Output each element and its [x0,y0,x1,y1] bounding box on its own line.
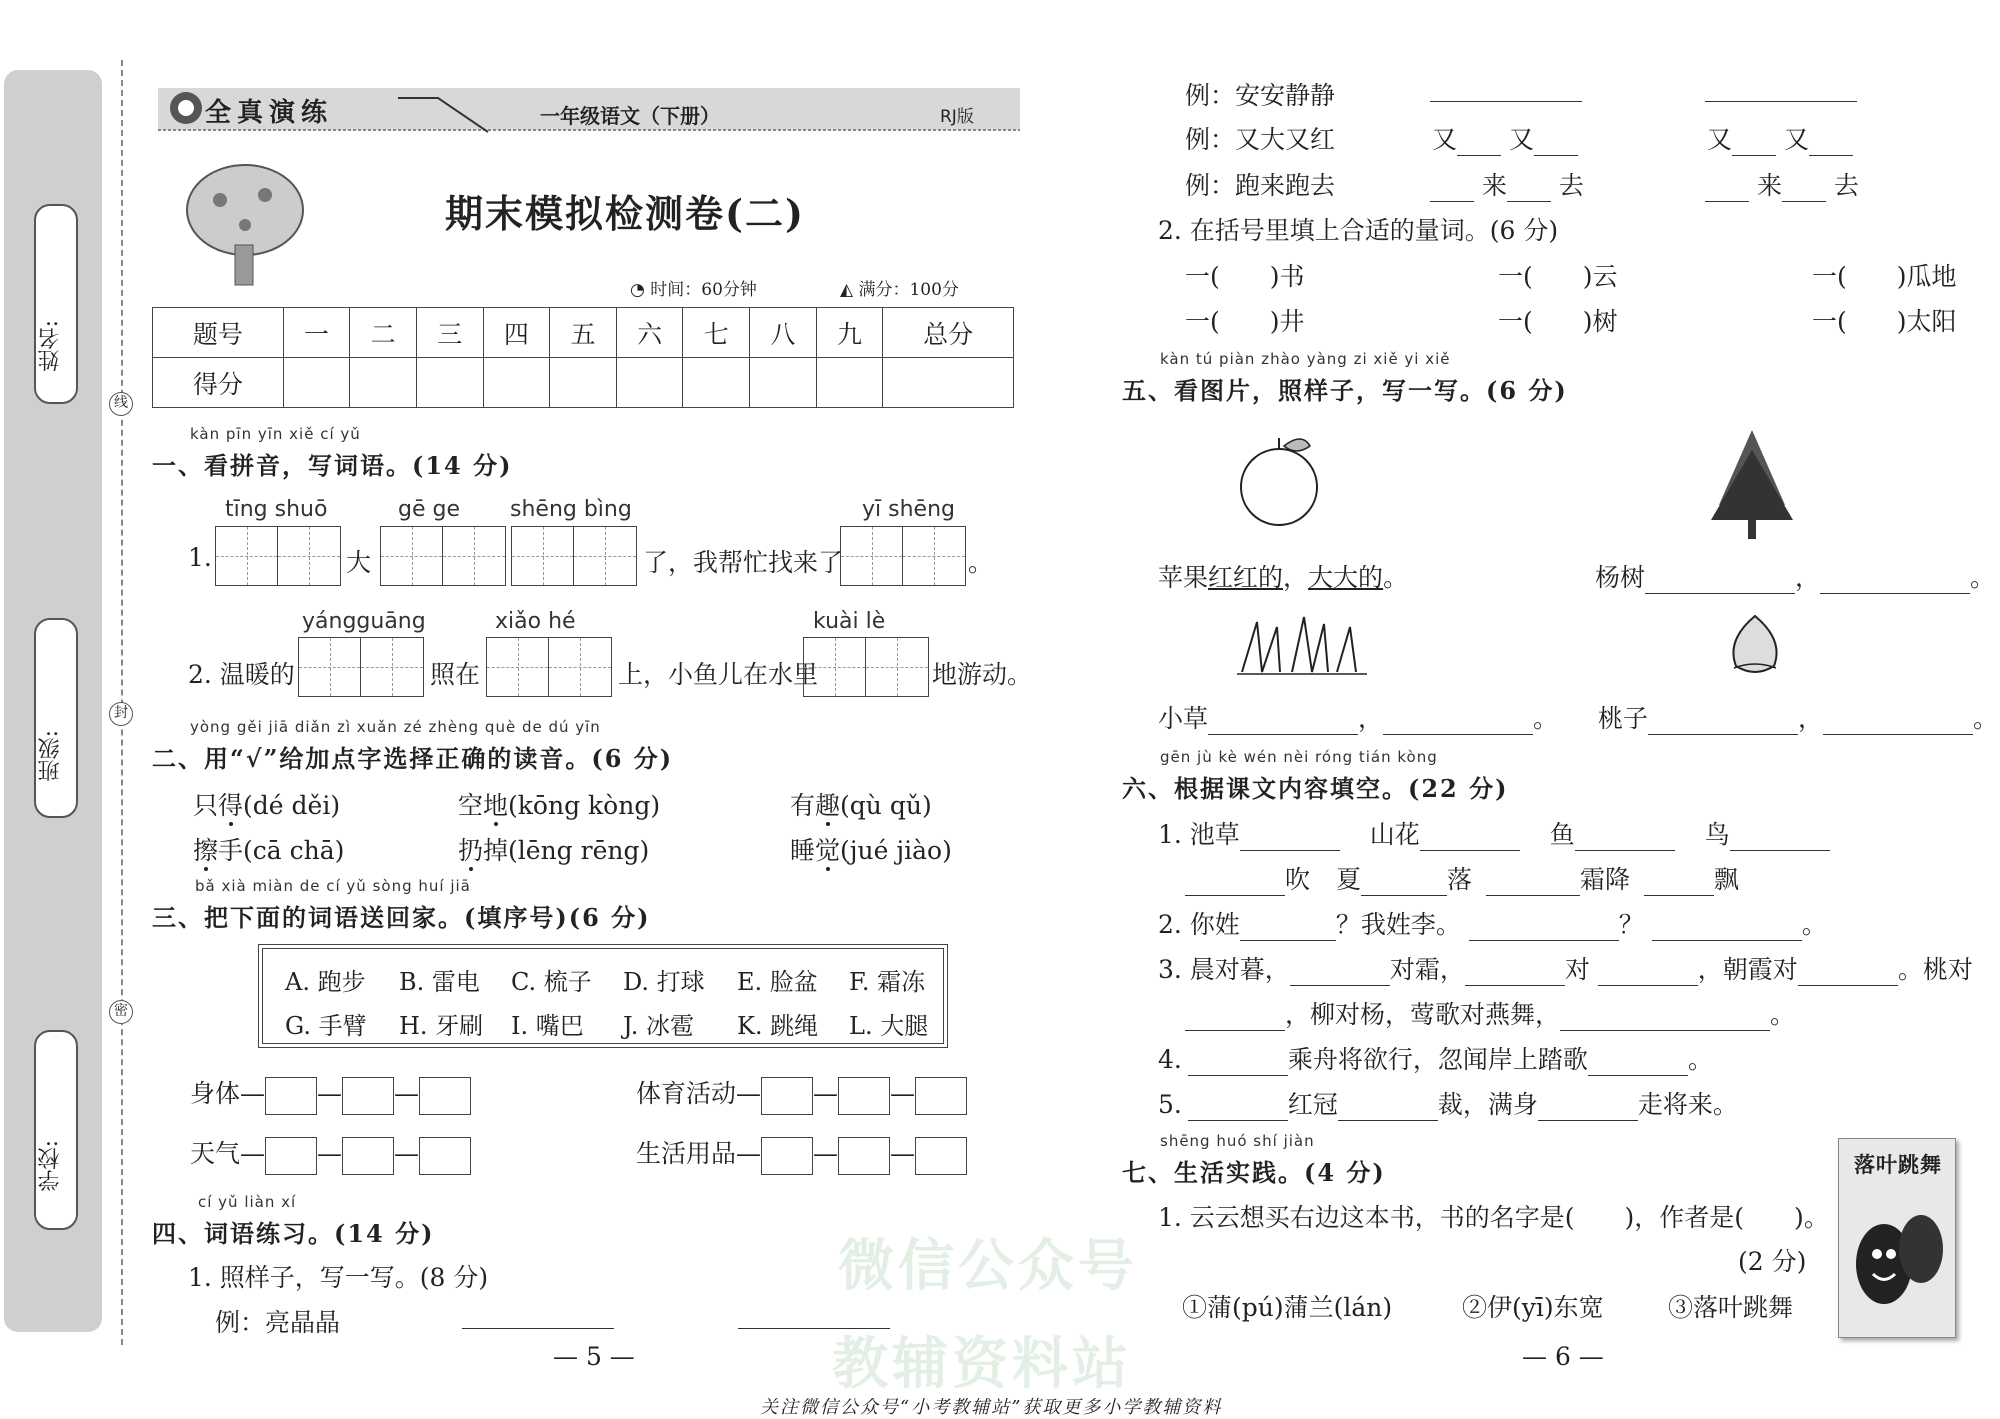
word-bank [262,948,944,1044]
s6-row7 [1158,1085,1738,1121]
s5-grass [1158,699,1558,735]
s1-num2: 2. 温暖的 [188,660,295,689]
grid-xiaohe[interactable] [486,637,612,697]
poplar-tree-illustration [1705,425,1800,540]
table-cell: 一 [283,308,350,358]
s6-text: 。 [1770,1000,1796,1029]
s2-item-kongdi [458,786,660,822]
s2-options[interactable]: (lēng rēng) [508,836,650,865]
s6-text: 。 [1687,1045,1713,1074]
edition-label: RJ版 [940,107,974,127]
s5-poplar [1595,558,1995,594]
measure-word-6[interactable]: 一( )太阳 [1812,307,1957,336]
answer-line[interactable] [462,1303,614,1329]
lai-char: 来 [1756,171,1782,200]
s4-ex1: 例：亮晶晶 [215,1308,341,1337]
name-label: 姓名: [38,320,63,372]
s6-text: 鱼 [1549,820,1575,849]
s6-text: 落 [1446,865,1472,894]
s2-dot-char: 觉 [815,836,841,865]
s6-text: ？ [1618,910,1644,939]
table-cell: 三 [416,308,483,358]
answer-line[interactable] [1575,825,1675,851]
answer-line[interactable] [1823,709,1973,735]
answer-line[interactable] [1185,1005,1285,1031]
s5-apple-pre: 苹果 [1158,563,1209,592]
answer-line[interactable] [1730,825,1830,851]
answer-box[interactable] [838,1137,890,1175]
s4-lai-row-b [1705,166,1859,202]
s6-text: 5. [1158,1090,1182,1119]
s6-text: 对 [1564,955,1590,984]
score-cell[interactable] [416,358,483,408]
time-text: 时间：60分钟 [650,280,757,300]
s2-options[interactable]: (jué jiào) [840,836,952,865]
s7-q1: 1. 云云想买右边这本书，书的名字是( )，作者是( )。 [1158,1203,1829,1232]
answer-line[interactable] [1208,709,1358,735]
s2-options[interactable]: (kōng kòng) [508,791,661,820]
s2-char: 手 [218,836,244,865]
s5-poplar-label: 杨树 [1595,563,1646,592]
cat-body: 身体— — — [190,1074,471,1115]
s1-py6: xiǎo hé [495,609,576,634]
cat-label: 体育活动 [636,1079,737,1108]
s2-dot-char: 擦 [193,836,219,865]
s1-t5: 上，小鱼儿在水里 [618,660,819,689]
s6-text: ，朝霞对 [1697,955,1798,984]
answer-box[interactable] [419,1077,471,1115]
watermark-top: 微信公众号 [838,1234,1138,1299]
word-d: D. 打球 [623,968,705,996]
measure-word-4[interactable]: 一( )井 [1185,307,1305,336]
answer-line[interactable] [1644,870,1714,896]
answer-line[interactable] [1732,130,1776,156]
word-f: F. 霜冻 [849,968,926,996]
s2-title: 二、用“√”给加点字选择正确的读音。(6 分) [152,744,674,773]
s6-row5 [1185,995,1795,1031]
s1-py1: tīng shuō [225,497,328,522]
measure-word-3[interactable]: 一( )瓜地 [1812,262,1957,291]
s6-text: 飘 [1713,865,1739,894]
answer-line[interactable] [1645,568,1795,594]
answer-line[interactable] [1420,825,1520,851]
s2-dot-char: 地 [483,791,509,820]
s5-title: 五、看图片，照样子，写一写。(6 分) [1122,376,1568,405]
s6-text: 对霜， [1389,955,1465,984]
measure-word-5[interactable]: 一( )树 [1498,307,1618,336]
table-cell: 六 [616,308,683,358]
answer-line[interactable] [1290,960,1390,986]
answer-line[interactable] [1457,130,1501,156]
s1-t2: 了，我帮忙找来了 [643,548,844,577]
s6-row6 [1158,1040,1713,1076]
s2-options[interactable]: (qù qǔ) [840,791,932,820]
score-cell[interactable] [350,358,417,408]
score-cell[interactable] [550,358,617,408]
book-illustration [1849,1199,1949,1329]
score-cell[interactable] [616,358,683,408]
you-char: 又 [1707,125,1733,154]
s5-comma: ， [1358,704,1384,733]
answer-line[interactable] [1705,76,1857,102]
s6-text: ，柳对杨，莺歌对燕舞， [1285,1000,1561,1029]
s5-period: 。 [1533,704,1559,733]
s5-comma: ， [1798,704,1824,733]
answer-line[interactable] [1652,915,1802,941]
s1-py2: gē ge [398,497,460,522]
s5-pinyin: kàn tú piàn zhào yàng zi xiě yi xiě [1160,350,1451,368]
s6-text: 夏 [1335,865,1361,894]
s2-char: 空 [458,791,484,820]
answer-line[interactable] [1185,870,1285,896]
s3-pinyin: bǎ xià miàn de cí yǔ sòng huí jiā [195,877,471,895]
answer-line[interactable] [1534,130,1578,156]
cat-sports: 体育活动— — — [636,1074,967,1115]
word-b: B. 雷电 [399,968,480,996]
s6-row3 [1158,905,1827,941]
s7-option-2[interactable]: ②伊(yī)东宽 [1462,1293,1604,1322]
grid-yangguang[interactable] [298,637,424,697]
measure-word-1[interactable]: 一( )书 [1185,262,1305,291]
apple-illustration [1232,432,1327,527]
grass-illustration [1232,602,1372,677]
score-cell[interactable] [283,358,350,408]
answer-line[interactable] [1820,568,1970,594]
cut-mark-mi: 密 [109,1000,133,1024]
answer-line[interactable] [1648,709,1798,735]
answer-line[interactable] [1469,915,1619,941]
s4-ex4: 例：跑来跑去 [1185,171,1336,200]
s6-text: 1. 池草 [1158,820,1240,849]
page-title: 期末模拟检测卷(二) [445,191,805,236]
s2-pinyin: yòng gěi jiā diǎn zì xuǎn zé zhèng què de dú yīn [190,718,601,736]
s2-item-cashou [193,831,344,867]
answer-line[interactable] [1240,915,1336,941]
cut-mark-feng: 封 [109,702,133,726]
answer-line[interactable] [1486,870,1580,896]
s1-py5: yángguāng [302,609,426,634]
table-cell: 得分 [153,358,284,408]
answer-line[interactable] [1188,1050,1288,1076]
s6-text: 裁，满身 [1437,1090,1538,1119]
s5-period: 。 [1970,563,1996,592]
answer-box[interactable] [419,1137,471,1175]
qu-char: 去 [1833,171,1859,200]
s6-text: 鸟 [1704,820,1730,849]
measure-word-2[interactable]: 一( )云 [1498,262,1618,291]
lai-char: 来 [1481,171,1507,200]
class-label: 班级: [38,730,63,782]
answer-box[interactable] [838,1077,890,1115]
s2-char: 只 [193,791,219,820]
s7-points: (2 分) [1738,1247,1807,1276]
score-cell[interactable] [816,358,883,408]
clock-icon: ◔ [630,280,645,300]
answer-line[interactable] [1598,960,1698,986]
answer-box[interactable] [915,1077,967,1115]
s1-t3: 。 [968,548,994,577]
s4-q2: 2. 在括号里填上合适的量词。(6 分) [1158,216,1559,245]
s6-title: 六、根据课文内容填空。(22 分) [1122,774,1509,803]
s5-apple-u1: 红红的 [1208,563,1284,592]
s2-char: 掉 [483,836,509,865]
answer-line[interactable] [1430,176,1474,202]
grid-gege[interactable] [380,526,506,586]
s6-text: 乘舟将欲行，忽闻岸上踏歌 [1287,1045,1588,1074]
table-cell: 五 [550,308,617,358]
s5-grass-label: 小草 [1158,704,1209,733]
s6-row1 [1158,815,1830,851]
s2-dot-char: 趣 [815,791,841,820]
s2-item-shuijiao [790,831,952,867]
grid-shengbing[interactable] [511,526,637,586]
score-cell[interactable] [483,358,550,408]
answer-line[interactable] [1383,709,1533,735]
cat-daily: 生活用品— — — [636,1134,967,1175]
s4-you-row-b [1707,120,1853,156]
s6-text: 4. [1158,1045,1182,1074]
word-g: G. 手臂 [285,1012,367,1040]
tree-illustration [175,155,310,295]
answer-line[interactable] [1705,176,1749,202]
s1-pinyin: kàn pīn yīn xiě cí yǔ [190,425,361,443]
answer-line[interactable] [1560,1005,1770,1031]
answer-line[interactable] [1430,76,1582,102]
page-number-left: — 5 — [553,1342,635,1371]
cut-mark-xian: 线 [109,392,133,416]
footer-note: 关注微信公众号“小考教辅站”获取更多小学教辅资料 [760,1397,1223,1418]
name-field[interactable] [34,204,78,404]
school-label: 学校: [38,1140,63,1192]
book-cover [1838,1138,1956,1338]
table-cell: 八 [750,308,817,358]
answer-line[interactable] [1507,176,1551,202]
page-number-right: — 6 — [1522,1342,1604,1371]
score-cell[interactable] [683,358,750,408]
s6-row2 [1185,860,1739,896]
s4-pinyin: cí yǔ liàn xí [198,1193,297,1211]
s5-comma: ， [1795,563,1821,592]
answer-line[interactable] [1538,1095,1638,1121]
s5-apple-mid: ， [1283,563,1309,592]
s2-options[interactable]: (dé děi) [243,791,341,820]
s1-py3: shēng bìng [510,497,632,522]
s6-text: 。 [1801,910,1827,939]
table-cell: 二 [350,308,417,358]
s5-apple-end: 。 [1383,563,1409,592]
cap-icon: ◭ [840,280,854,300]
s5-peach-label: 桃子 [1598,704,1649,733]
answer-line[interactable] [1338,1095,1438,1121]
word-e: E. 脸盆 [737,968,818,996]
answer-line[interactable] [1361,870,1447,896]
s1-py7: kuài lè [813,609,886,634]
word-k: K. 跳绳 [737,1012,819,1040]
subject-label: 一年级语文（下册） [540,104,720,128]
answer-line[interactable] [1188,1095,1288,1121]
grid-kuaile[interactable] [803,637,929,697]
score-cell[interactable] [883,358,1014,408]
s1-title: 一、看拼音，写词语。(14 分) [152,451,513,480]
you-char: 又 [1783,125,1809,154]
table-cell: 七 [683,308,750,358]
s2-options[interactable]: (cā chā) [243,836,345,865]
answer-box[interactable] [265,1077,317,1115]
s1-t6: 地游动。 [932,660,1033,689]
score-table [152,307,1014,408]
s4-ex3: 例：又大又红 [1185,125,1336,154]
s7-title: 七、生活实践。(4 分) [1122,1158,1386,1187]
word-l: L. 大腿 [849,1012,929,1040]
table-cell: 题号 [153,308,284,358]
s2-dot-char: 扔 [458,836,484,865]
s6-text: 红冠 [1287,1090,1338,1119]
table-cell: 总分 [883,308,1014,358]
s2-char: 睡 [790,836,816,865]
table-cell: 九 [816,308,883,358]
s5-peach [1598,699,1998,735]
grid-tingshuo[interactable] [215,526,341,586]
word-h: H. 牙刷 [399,1012,484,1040]
table-cell: 四 [483,308,550,358]
watermark-bottom: 教辅资料站 [832,1332,1132,1397]
s5-apple-sentence [1158,558,1408,594]
full-score-label [840,275,959,300]
word-a: A. 跑步 [285,968,366,996]
score-cell[interactable] [750,358,817,408]
s5-apple-u2: 大大的 [1308,563,1384,592]
s1-t1: 大 [346,548,372,577]
s4-title: 四、词语练习。(14 分) [152,1219,435,1248]
score-table-header [153,308,1014,358]
school-field[interactable] [34,1030,78,1230]
answer-box[interactable] [915,1137,967,1175]
answer-line[interactable] [1588,1050,1688,1076]
s6-text: 吹 [1285,865,1311,894]
answer-line[interactable] [1240,825,1340,851]
s6-text: 霜降 [1579,865,1630,894]
peach-illustration [1720,610,1790,680]
full-score-text: 满分：100分 [858,280,959,300]
s7-pinyin: shēng huó shí jiàn [1160,1132,1315,1150]
badge-label: 全真演练 [205,98,334,128]
answer-box[interactable] [265,1137,317,1175]
answer-line[interactable] [1465,960,1565,986]
s6-row4 [1158,950,1973,986]
s7-option-1[interactable]: ①蒲(pú)蒲兰(lán) [1182,1293,1393,1322]
s3-title: 三、把下面的词语送回家。(填序号)(6 分) [152,903,651,932]
s2-item-zhide [193,786,340,822]
you-char: 又 [1508,125,1534,154]
word-i: I. 嘴巴 [511,1012,584,1040]
book-title: 落叶跳舞 [1854,1153,1942,1177]
s4-q1: 1. 照样子，写一写。(8 分) [188,1263,489,1292]
word-j: J. 冰雹 [623,1012,695,1040]
binding-strip [4,70,102,1332]
cat-weather: 天气— — — [190,1134,471,1175]
s2-item-rengdiao [458,831,649,867]
s6-text: 。桃对 [1897,955,1973,984]
s6-text: 2. 你姓 [1158,910,1240,939]
qu-char: 去 [1558,171,1584,200]
s6-pinyin: gēn jù kè wén nèi róng tián kòng [1160,748,1438,766]
score-table-row [153,358,1014,408]
s6-text: 3. 晨对暮， [1158,955,1290,984]
grid-yisheng[interactable] [840,526,966,586]
s1-t4: 照在 [430,660,481,689]
s2-dot-char: 得 [218,791,244,820]
s6-text: ？我姓李。 [1335,910,1461,939]
answer-box[interactable] [761,1137,813,1175]
s4-lai-row-a [1430,166,1584,202]
cat-label: 天气 [190,1139,241,1168]
cat-label: 生活用品 [636,1139,737,1168]
s1-py4: yī shēng [862,497,955,522]
word-c: C. 梳子 [511,968,592,996]
answer-line[interactable] [1782,176,1826,202]
class-field[interactable] [34,618,78,818]
answer-box[interactable] [761,1077,813,1115]
answer-line[interactable] [1809,130,1853,156]
s6-text: 山花 [1369,820,1420,849]
s4-ex2: 例：安安静静 [1185,81,1336,110]
answer-box[interactable] [342,1077,394,1115]
s6-text: 走将来。 [1637,1090,1738,1119]
s4-you-row-a [1432,120,1578,156]
s2-char: 有 [790,791,816,820]
s1-num1: 1. [188,543,212,572]
you-char: 又 [1432,125,1458,154]
time-label [630,275,757,300]
s2-item-youqu [790,786,932,822]
answer-line[interactable] [1798,960,1898,986]
cat-label: 身体 [190,1079,241,1108]
s5-period: 。 [1973,704,1999,733]
answer-box[interactable] [342,1137,394,1175]
s7-option-3[interactable]: ③落叶跳舞 [1668,1293,1794,1322]
